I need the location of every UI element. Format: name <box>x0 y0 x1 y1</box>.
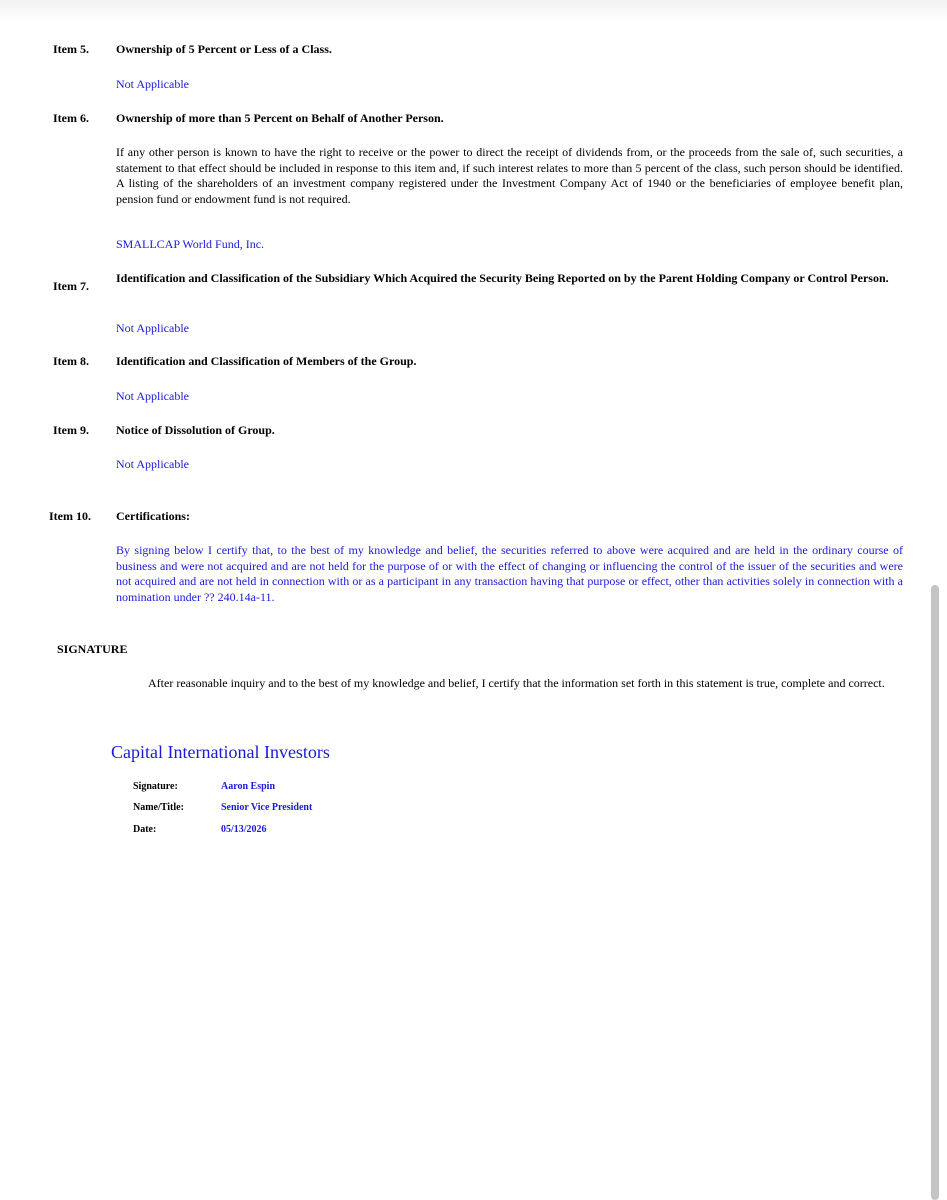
item-9-title: Notice of Dissolution of Group. <box>116 423 275 437</box>
item-5-title: Ownership of 5 Percent or Less of a Class. <box>116 42 332 56</box>
item-6-title: Ownership of more than 5 Percent on Behalf of Another Person. <box>116 111 444 125</box>
name-title-label: Name/Title: <box>133 802 184 813</box>
item-8-answer: Not Applicable <box>116 389 189 403</box>
item-6-number: Item 6. <box>53 111 89 125</box>
signature-heading: SIGNATURE <box>57 642 128 656</box>
item-8-title: Identification and Classification of Members of the Group. <box>116 354 417 368</box>
item-5-answer: Not Applicable <box>116 77 189 91</box>
item-5-number: Item 5. <box>53 42 89 56</box>
item-7-answer: Not Applicable <box>116 321 189 335</box>
name-title-value: Senior Vice President <box>221 802 313 813</box>
item-8-number: Item 8. <box>53 354 89 368</box>
date-value: 05/13/2026 <box>221 824 267 835</box>
company-name: Capital International Investors <box>111 742 330 762</box>
signature-value: Aaron Espin <box>221 781 276 792</box>
item-7-number: Item 7. <box>53 279 89 293</box>
signature-label: Signature: <box>133 781 178 792</box>
item-9-answer: Not Applicable <box>116 457 189 471</box>
item-9-number: Item 9. <box>53 423 89 437</box>
item-10-certification-text: By signing below I certify that, to the best of my knowledge and belief, the securities referred to above were acquired and are held in the ordinary course of business and were not acquired and are not held for the purpose of or with the effect of changing or influencing the control of the issuer of the securities and were not acquired and are not held in connection with or as a participant in any transaction having that purpose or effect, other than activities solely in connection with a nomination under ?? 240.14a-11. <box>116 543 903 604</box>
vertical-scrollbar-thumb[interactable] <box>931 585 939 1200</box>
item-6-answer: SMALLCAP World Fund, Inc. <box>116 237 265 251</box>
date-label: Date: <box>133 824 157 835</box>
item-10-title: Certifications: <box>116 509 190 523</box>
item-6-instructions: If any other person is known to have the right to receive or the power to direct the receipt of dividends from, or the proceeds from the sale of, such securities, a statement to that effect should be included in response to this item and, if such interest relates to more than 5 percent of the class, such person should be identified. A listing of the shareholders of an investment company registered under the Investment Company Act of 1940 or the beneficiaries of employee benefit plan, pension fund or endowment fund is not required. <box>116 145 903 206</box>
signature-statement: After reasonable inquiry and to the best of my knowledge and belief, I certify that the information set forth in this statement is true, complete and correct. <box>148 676 885 690</box>
item-7-title: Identification and Classification of the Subsidiary Which Acquired the Security Being Reported on by the Parent Holding Company or Control Person. <box>116 271 889 285</box>
item-10-number: Item 10. <box>49 509 91 523</box>
